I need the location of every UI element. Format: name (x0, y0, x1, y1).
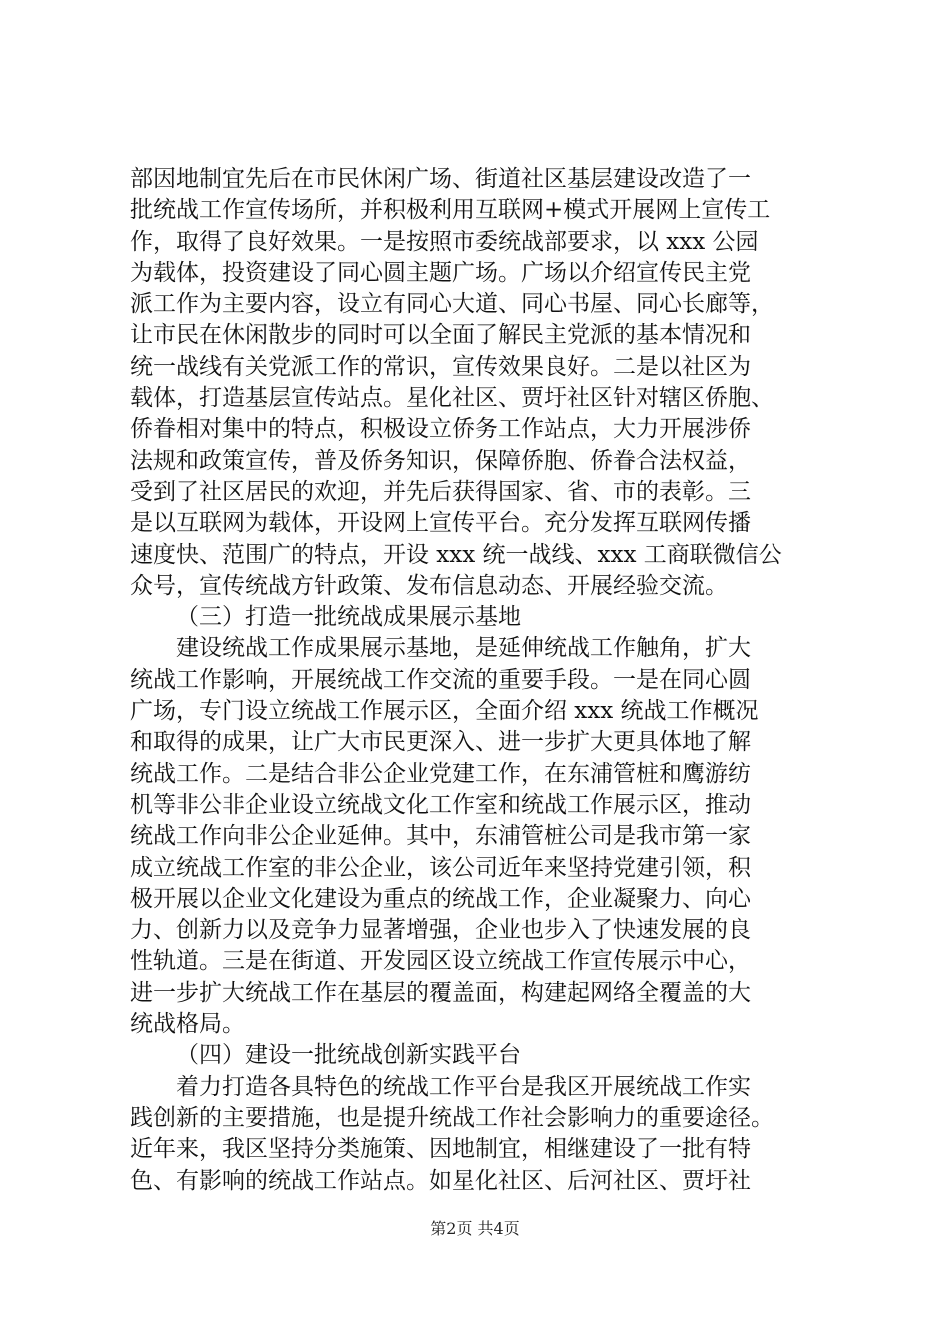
body-text (130, 164, 830, 1197)
text-line: 统战工作向非公企业延伸。其中，东浦管桩公司是我市第一家 (130, 823, 751, 850)
section-heading: （三）打造一批统战成果展示基地 (176, 604, 521, 631)
text-line: 载体，打造基层宣传站点。星化社区、贾圩社区针对辖区侨胞、 (130, 385, 774, 412)
page-footer: 第2页 共4页 (430, 1219, 520, 1238)
text-line: 让市民在休闲散步的同时可以全面了解民主党派的基本情况和 (130, 322, 751, 349)
text-line: 机等非公非企业设立统战文化工作室和统战工作展示区，推动 (130, 791, 751, 818)
section-heading: （四）建设一批统战创新实践平台 (176, 1042, 521, 1069)
text-line: 近年来，我区坚持分类施策、因地制宜，相继建设了一批有特 (130, 1136, 751, 1163)
text-line: 建设统战工作成果展示基地，是延伸统战工作触角，扩大 (130, 635, 751, 662)
text-line: 作，取得了良好效果。一是按照市委统战部要求，以 xxx 公园 (130, 228, 759, 255)
text-line: 力、创新力以及竞争力显著增强，企业也步入了快速发展的良 (130, 917, 751, 944)
text-line: 统战格局。 (130, 1011, 245, 1038)
text-line: 统战工作。二是结合非公企业党建工作，在东浦管桩和鹰游纺 (130, 760, 751, 787)
text-line: 批统战工作宣传场所，并积极利用互联网+模式开展网上宣传工 (130, 197, 771, 224)
text-line: 派工作为主要内容，设立有同心大道、同心书屋、同心长廊等， (130, 291, 774, 318)
text-line: 众号，宣传统战方针政策、发布信息动态、开展经验交流。 (130, 572, 728, 599)
text-line: 着力打造各具特色的统战工作平台是我区开展统战工作实 (130, 1073, 751, 1100)
text-line: 是以互联网为载体，开设网上宣传平台。充分发挥互联网传播 (130, 510, 751, 537)
text-line: 统一战线有关党派工作的常识，宣传效果良好。二是以社区为 (130, 353, 751, 380)
text-line: 法规和政策宣传，普及侨务知识，保障侨胞、侨眷合法权益， (130, 447, 751, 474)
text-line: 部因地制宜先后在市民休闲广场、街道社区基层建设改造了一 (130, 166, 751, 192)
text-line: 极开展以企业文化建设为重点的统战工作，企业凝聚力、向心 (130, 885, 751, 912)
text-line: 成立统战工作室的非公企业，该公司近年来坚持党建引领，积 (130, 854, 751, 881)
text-line: 侨眷相对集中的特点，积极设立侨务工作站点，大力开展涉侨 (130, 416, 751, 443)
text-line: 和取得的成果，让广大市民更深入、进一步扩大更具体地了解 (130, 729, 751, 756)
text-line: 受到了社区居民的欢迎，并先后获得国家、省、市的表彰。三 (130, 478, 751, 505)
text-line: 色、有影响的统战工作站点。如星化社区、后河社区、贾圩社 (130, 1167, 751, 1194)
text-line: 统战工作影响，开展统战工作交流的重要手段。一是在同心圆 (130, 666, 751, 693)
text-line: 进一步扩大统战工作在基层的覆盖面，构建起网络全覆盖的大 (130, 979, 751, 1006)
text-line: 性轨道。三是在街道、开发园区设立统战工作宣传展示中心， (130, 948, 751, 975)
text-line: 为载体，投资建设了同心圆主题广场。广场以介绍宣传民主党 (130, 259, 751, 286)
text-line: 广场，专门设立统战工作展示区，全面介绍 xxx 统战工作概况 (130, 698, 759, 725)
text-line: 速度快、范围广的特点，开设 xxx 统一战线、xxx 工商联微信公 (130, 541, 782, 568)
text-line: 践创新的主要措施，也是提升统战工作社会影响力的重要途径。 (130, 1104, 774, 1131)
